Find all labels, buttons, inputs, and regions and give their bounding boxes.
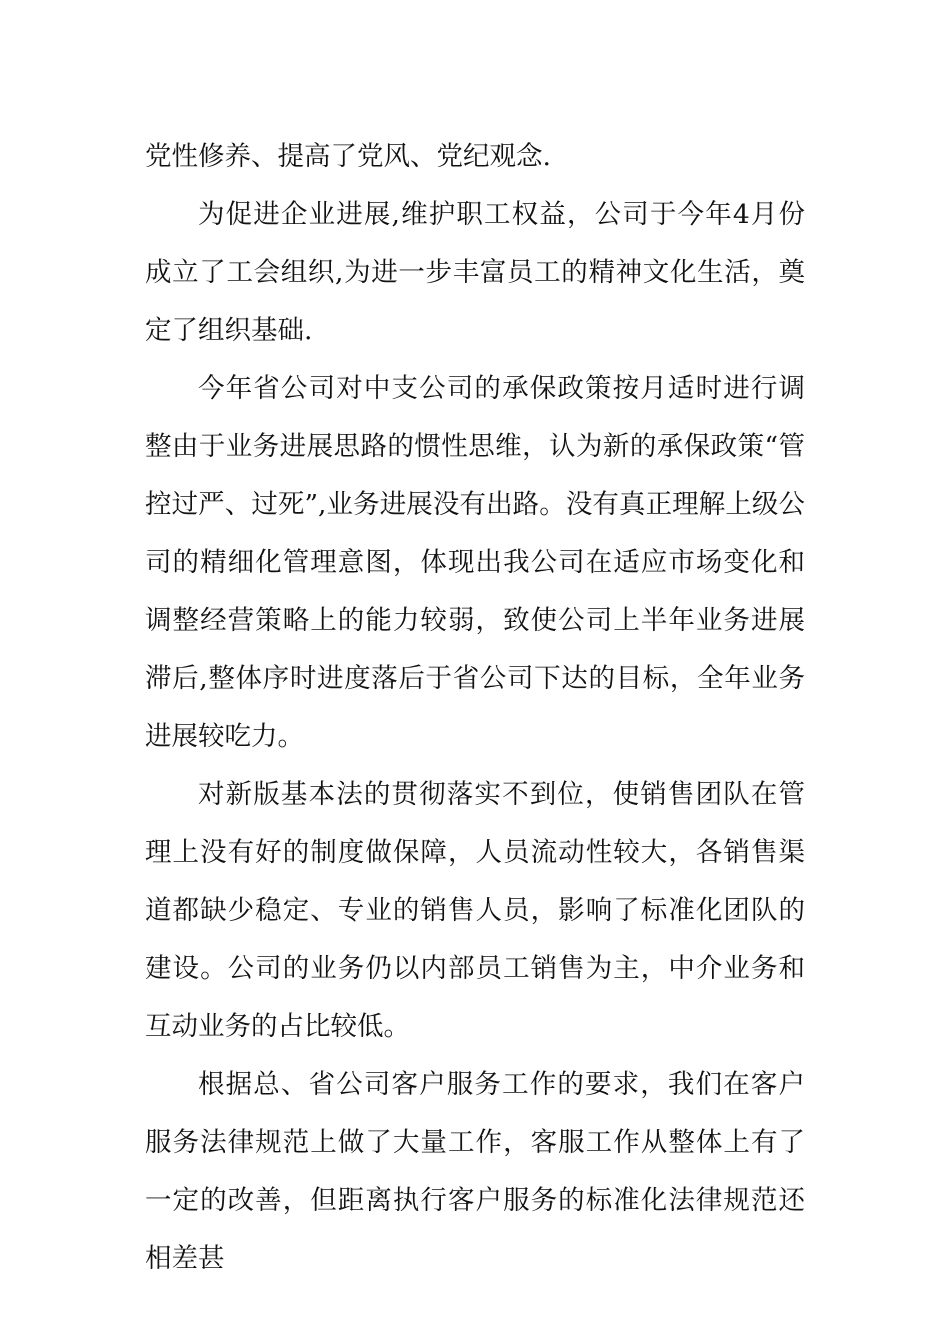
paragraph-5: 根据总、省公司客户服务工作的要求，我们在客户服务法律规范上做了大量工作，客服工作从整体上有了一定的改善，但距离执行客户服务的标准化法律规范还相差甚: [145, 1069, 805, 1274]
paragraph-4: 对新版基本法的贯彻落实不到位，使销售团队在管理上没有好的制度做保障，人员流动性较大，各销售渠道都缺少稳定、专业的销售人员，影响了标准化团队的建设。公司的业务仍以内部员工销售为主，中介业务和互动业务的占比较低。: [145, 779, 805, 1042]
paragraph-2: 为促进企业进展,维护职工权益，公司于今年4月份成立了工会组织,为进一步丰富员工的精神文化生活，奠定了组织基础.: [145, 199, 805, 346]
document-body: [145, 128, 805, 1288]
paragraph-3: 今年省公司对中支公司的承保政策按月适时进行调整由于业务进展思路的惯性思维，认为新的承保政策“管控过严、过死”,业务进展没有出路。没有真正理解上级公司的精细化管理意图，体现出我公司在适应市场变化和调整经营策略上的能力较弱，致使公司上半年业务进展滞后,整体序时进度落后于省公司下达的目标，全年业务进展较吃力。: [145, 373, 805, 752]
paragraph-1: 党性修养、提高了党风、党纪观念.: [145, 141, 551, 172]
